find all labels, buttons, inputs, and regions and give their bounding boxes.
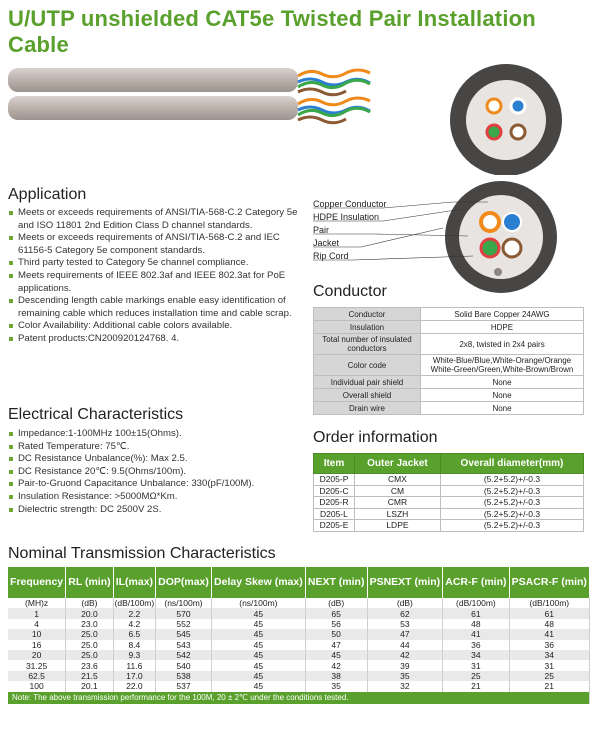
table-cell: 45: [211, 608, 305, 618]
table-cell: 45: [211, 660, 305, 670]
table-cell: 45: [211, 650, 305, 660]
table-row: [314, 474, 584, 486]
list-item: Meets or exceeds requirements of ANSI/TIA-568-C.2 and IEC 61156-5 Category 5e component standards.: [8, 232, 308, 257]
table-cell: Individual pair shield: [314, 376, 421, 389]
label-jacket: Jacket: [313, 238, 340, 248]
table-cell: Solid Bare Copper 24AWG: [421, 308, 584, 321]
table-cell: 48: [509, 619, 589, 629]
table-cell: 38: [305, 671, 367, 681]
table-cell: 45: [211, 629, 305, 639]
table-cell: 65: [305, 608, 367, 618]
table-cell: 34: [443, 650, 509, 660]
label-copper-conductor: Copper Conductor: [313, 199, 387, 209]
application-heading: Application: [8, 186, 87, 203]
table-cell: (dB): [367, 598, 443, 608]
table-cell: D205-E: [314, 520, 355, 532]
table-cell: 34: [509, 650, 589, 660]
table-cell: LSZH: [354, 508, 440, 520]
table-cell: 25.0: [66, 650, 113, 660]
table-cell: D205-L: [314, 508, 355, 520]
label-pair: Pair: [313, 225, 330, 235]
table-cell: 6.5: [113, 629, 155, 639]
table-cell: 2x8, twisted in 2x4 pairs: [421, 334, 584, 355]
table-cell: 36: [509, 640, 589, 650]
table-row: [314, 376, 584, 389]
column-header: Outer Jacket: [354, 454, 440, 474]
table-cell: (MH)z: [8, 598, 66, 608]
table-row: [8, 681, 590, 691]
column-header: Overall diameter(mm): [440, 454, 583, 474]
column-header: Frequency: [8, 567, 66, 598]
conductor-heading: Conductor: [313, 283, 387, 300]
list-item: Pair-to-Gruond Capacitance Unbalance: 330(pF/100M).: [8, 478, 308, 491]
table-cell: 45: [211, 640, 305, 650]
table-cell: 4.2: [113, 619, 155, 629]
table-row: [8, 629, 590, 639]
table-cell: 538: [156, 671, 212, 681]
table-cell: HDPE: [421, 321, 584, 334]
table-cell: 42: [367, 650, 443, 660]
table-cell: (ns/100m): [156, 598, 212, 608]
table-cell: Insulation: [314, 321, 421, 334]
table-row: [314, 402, 584, 415]
table-cell: Drain wire: [314, 402, 421, 415]
table-cell: (dB/100m): [509, 598, 589, 608]
table-cell: 50: [305, 629, 367, 639]
table-cell: 62.5: [8, 671, 66, 681]
table-cell: 552: [156, 619, 212, 629]
list-item: Impedance:1-100MHz 100±15(Ohms).: [8, 428, 308, 441]
table-cell: 47: [305, 640, 367, 650]
list-item: DC Resistance 20℃: 9.5(Ohms/100m).: [8, 466, 308, 479]
note-row: [8, 692, 590, 704]
label-hdpe-insulation: HDPE Insulation: [313, 212, 380, 222]
transmission-table: [8, 567, 590, 704]
table-cell: (dB/100m): [443, 598, 509, 608]
list-item: Dielectric strength: DC 2500V 2S.: [8, 504, 308, 517]
table-cell: 17.0: [113, 671, 155, 681]
table-cell: 25.0: [66, 640, 113, 650]
page-title: U/UTP unshielded CAT5e Twisted Pair Installation Cable: [8, 6, 536, 57]
column-header: RL (min): [66, 567, 113, 598]
list-item: Rated Temperature: 75℃.: [8, 441, 308, 454]
column-header: ACR-F (min): [443, 567, 509, 598]
table-cell: 56: [305, 619, 367, 629]
table-cell: 4: [8, 619, 66, 629]
list-item: Color Availability: Additional cable colors available.: [8, 320, 308, 333]
table-cell: 36: [443, 640, 509, 650]
table-cell: 22.0: [113, 681, 155, 691]
table-cell: 42: [305, 660, 367, 670]
table-row: [314, 508, 584, 520]
table-cell: 45: [211, 681, 305, 691]
table-cell: 62: [367, 608, 443, 618]
order-table: [313, 453, 584, 532]
table-cell: White-Blue/Blue,White-Orange/Orange White-Green/Green,White-Brown/Brown: [421, 355, 584, 376]
table-note: Note: The above transmission performance for the 100M, 20 ± 2℃ under the conditions tested.: [8, 692, 590, 704]
table-cell: 48: [443, 619, 509, 629]
table-cell: 1: [8, 608, 66, 618]
table-cell: 39: [367, 660, 443, 670]
table-row: [8, 671, 590, 681]
table-cell: 35: [367, 671, 443, 681]
table-cell: 23.6: [66, 660, 113, 670]
cable-illustration: [8, 40, 590, 175]
table-row: [8, 660, 590, 670]
label-leader-lines: [313, 196, 503, 266]
table-cell: D205-R: [314, 497, 355, 509]
table-cell: 9.3: [113, 650, 155, 660]
table-cell: 25: [509, 671, 589, 681]
table-cell: 45: [305, 650, 367, 660]
table-cell: 570: [156, 608, 212, 618]
table-cell: Overall shield: [314, 389, 421, 402]
label-rip-cord: Rip Cord: [313, 251, 349, 261]
table-cell: 2.2: [113, 608, 155, 618]
table-cell: 44: [367, 640, 443, 650]
table-cell: 25: [443, 671, 509, 681]
table-row: [314, 355, 584, 376]
table-cell: (5.2+5.2)+/-0.3: [440, 497, 583, 509]
table-row: [314, 497, 584, 509]
table-cell: (5.2+5.2)+/-0.3: [440, 485, 583, 497]
table-cell: CM: [354, 485, 440, 497]
cross-section-top: [450, 64, 562, 175]
table-cell: (dB): [66, 598, 113, 608]
table-cell: 47: [367, 629, 443, 639]
table-row: [314, 334, 584, 355]
table-row: [314, 308, 584, 321]
table-row: [314, 485, 584, 497]
units-row: [8, 598, 590, 608]
table-row: [314, 321, 584, 334]
column-header: PSACR-F (min): [509, 567, 589, 598]
table-cell: Total number of insulated conductors: [314, 334, 421, 355]
table-cell: 45: [211, 671, 305, 681]
table-row: [314, 520, 584, 532]
list-item: Meets requirements of IEEE 802.3af and IEEE 802.3at for PoE applications.: [8, 270, 308, 295]
table-cell: CMR: [354, 497, 440, 509]
column-header: Item: [314, 454, 355, 474]
table-cell: (dB/100m): [114, 598, 155, 609]
column-header: PSNEXT (min): [367, 567, 443, 598]
table-row: [8, 619, 590, 629]
table-cell: None: [421, 389, 584, 402]
table-cell: 537: [156, 681, 212, 691]
table-cell: 543: [156, 640, 212, 650]
table-cell: CMX: [354, 474, 440, 486]
table-cell: 21: [443, 681, 509, 691]
list-item: Insulation Resistance: >5000MΩ*Km.: [8, 491, 308, 504]
table-row: [314, 389, 584, 402]
table-cell: 10: [8, 629, 66, 639]
table-cell: 20.0: [66, 608, 113, 618]
table-cell: 41: [509, 629, 589, 639]
table-cell: 31: [443, 660, 509, 670]
table-cell: (ns/100m): [211, 598, 305, 608]
table-cell: 20.1: [66, 681, 113, 691]
list-item: Meets or exceeds requirements of ANSI/TIA-568-C.2 Category 5e and ISO 11801 2nd Edition Class D channel standards.: [8, 207, 308, 232]
table-cell: 41: [443, 629, 509, 639]
table-cell: (5.2+5.2)+/-0.3: [440, 520, 583, 532]
cable-side-view: [8, 68, 370, 123]
table-cell: 31.25: [8, 660, 66, 670]
table-header-row: [8, 567, 590, 598]
table-cell: None: [421, 376, 584, 389]
table-row: [8, 640, 590, 650]
conductor-table: [313, 307, 584, 415]
table-cell: 61: [509, 608, 589, 618]
application-list: [8, 207, 308, 346]
table-cell: 20: [8, 650, 66, 660]
table-cell: 32: [367, 681, 443, 691]
list-item: Descending length cable markings enable easy identification of remaining cable which reduces installation time and cable scrap.: [8, 295, 308, 320]
list-item: Third party tested to Category 5e channel compliance.: [8, 257, 308, 270]
table-cell: 61: [443, 608, 509, 618]
table-cell: Conductor: [314, 308, 421, 321]
table-cell: Color code: [314, 355, 421, 376]
table-cell: 53: [367, 619, 443, 629]
table-row: [8, 650, 590, 660]
list-item: Patent products:CN200920124768. 4.: [8, 333, 308, 346]
table-cell: 16: [8, 640, 66, 650]
column-header: DOP(max): [156, 567, 212, 598]
table-cell: 11.6: [113, 660, 155, 670]
table-cell: 8.4: [113, 640, 155, 650]
table-cell: 100: [8, 681, 66, 691]
table-cell: (dB): [305, 598, 367, 608]
table-cell: 35: [305, 681, 367, 691]
electrical-list: [8, 428, 308, 516]
table-cell: (5.2+5.2)+/-0.3: [440, 474, 583, 486]
table-cell: 23.0: [66, 619, 113, 629]
table-cell: None: [421, 402, 584, 415]
column-header: Delay Skew (max): [211, 567, 305, 598]
list-item: DC Resistance Unbalance(%): Max 2.5.: [8, 453, 308, 466]
electrical-heading: Electrical Characteristics: [8, 406, 184, 423]
table-cell: D205-C: [314, 485, 355, 497]
order-heading: Order information: [313, 429, 438, 446]
table-row: [8, 608, 590, 618]
column-header: IL(max): [113, 567, 155, 598]
table-cell: 540: [156, 660, 212, 670]
table-header-row: [314, 454, 584, 474]
table-cell: 21: [509, 681, 589, 691]
table-cell: 31: [509, 660, 589, 670]
nts-heading: Nominal Transmission Characteristics: [8, 545, 276, 562]
table-cell: D205-P: [314, 474, 355, 486]
table-cell: 25.0: [66, 629, 113, 639]
table-cell: (5.2+5.2)+/-0.3: [440, 508, 583, 520]
column-header: NEXT (min): [305, 567, 367, 598]
table-cell: 45: [211, 619, 305, 629]
table-cell: 21.5: [66, 671, 113, 681]
table-cell: 542: [156, 650, 212, 660]
table-cell: 545: [156, 629, 212, 639]
table-cell: LDPE: [354, 520, 440, 532]
